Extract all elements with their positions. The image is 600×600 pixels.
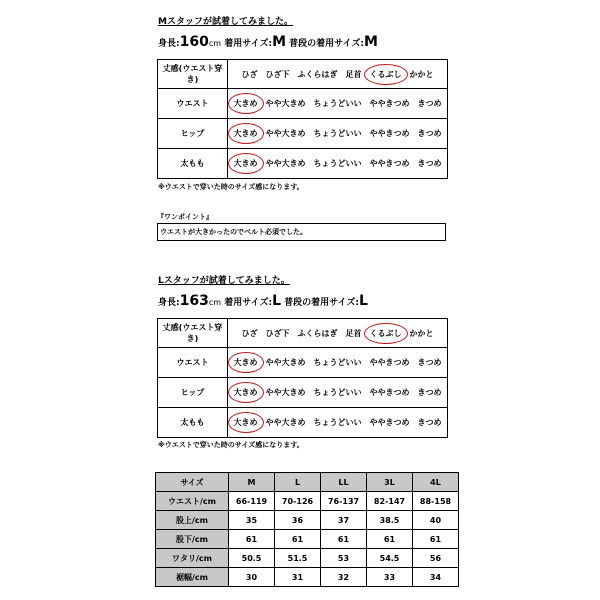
option: きつめ [417,129,442,138]
option: ちょうどいい [313,159,362,168]
size-cell: 35 [229,511,275,530]
size-cell: 31 [275,568,321,587]
size-cell: 54.5 [367,549,413,568]
option: きつめ [417,99,442,108]
fit-options [228,408,448,438]
length-options [228,319,448,348]
option: ややきつめ [369,358,410,367]
selected-option: くるぶし [369,69,402,79]
option: 足首 [345,328,362,338]
option: ちょうどいい [313,99,362,108]
fit-options [228,89,448,119]
option: ちょうどいい [313,388,362,397]
option: ちょうどいい [313,129,362,138]
option: ふくらはぎ [297,328,338,338]
option: ややきつめ [369,418,410,427]
fit-row-label: ヒップ [158,119,228,149]
selected-option: 大きめ [233,418,258,427]
selected-option: 大きめ [233,358,258,367]
height-value: 163 [179,293,209,309]
size-row [156,549,459,568]
one-point-title: 『ワンポイント』 [157,213,213,221]
fit-options [228,348,448,378]
staff-m-heading: Mスタッフが試着してみました。 [158,17,293,27]
length-row-label: 丈感(ウエスト穿き) [158,319,228,348]
size-cell: 61 [321,530,367,549]
selected-option: 大きめ [233,388,258,397]
size-header-cell: L [275,473,321,492]
length-options [228,60,448,89]
height-unit: cm [208,298,222,307]
selected-option: 大きめ [233,129,258,138]
size-cell: 61 [229,530,275,549]
fit-row-label: ウエスト [158,348,228,378]
option: かかと [409,69,434,79]
size-row-label: 股上/cm [156,511,229,530]
selected-option: 大きめ [233,99,258,108]
size-label: 着用サイズ: [224,39,273,49]
option: ひざ [241,328,258,338]
size-cell: 70-126 [275,492,321,511]
staff-l-stats [158,293,368,309]
size-header-cell: M [229,473,275,492]
size-cell: 51.5 [275,549,321,568]
one-point-box: ウエストが大きかったのでベルト必須でした。 [157,223,446,241]
staff-l-note: ※ウエストで穿いた時のサイズ感になります。 [158,441,304,449]
staff-l-heading: Lスタッフが試着してみました。 [158,276,290,286]
size-cell: 32 [321,568,367,587]
fit-options [228,119,448,149]
size-row-label: 股下/cm [156,530,229,549]
size-cell: 36 [275,511,321,530]
size-header-row [156,473,459,492]
option: ひざ [241,69,258,79]
size-cell: 61 [275,530,321,549]
size-cell: 50.5 [229,549,275,568]
length-row [158,60,448,89]
fit-row-thigh [158,408,448,438]
option: やや大きめ [265,388,306,397]
height-unit: cm [208,39,222,48]
size-cell: 82-147 [367,492,413,511]
size-value: M [272,34,287,50]
fit-row-label: ウエスト [158,89,228,119]
option: きつめ [417,388,442,397]
size-label: 着用サイズ: [224,298,273,308]
size-header-cell: LL [321,473,367,492]
fit-options [228,149,448,179]
option: ちょうどいい [313,358,362,367]
length-row [158,319,448,348]
size-cell: 53 [321,549,367,568]
option: ややきつめ [369,99,410,108]
usual-value: M [364,34,378,50]
fit-row-hip [158,378,448,408]
fit-row-label: ヒップ [158,378,228,408]
size-cell: 37 [321,511,367,530]
option: やや大きめ [265,129,306,138]
option: ややきつめ [369,388,410,397]
size-cell: 34 [413,568,459,587]
option: かかと [409,328,434,338]
selected-option: くるぶし [369,328,402,338]
size-header-cell: 3L [367,473,413,492]
usual-value: L [359,293,368,309]
fit-row-label: 太もも [158,149,228,179]
size-cell: 56 [413,549,459,568]
option: きつめ [417,159,442,168]
height-label: 身長: [158,298,180,308]
option: 足首 [345,69,362,79]
fit-row-waist [158,348,448,378]
selected-option: 大きめ [233,159,258,168]
size-value: L [272,293,281,309]
option: ややきつめ [369,159,410,168]
size-cell: 61 [367,530,413,549]
size-row [156,568,459,587]
length-row-label: 丈感(ウエスト穿き) [158,60,228,89]
size-header-cell: 4L [413,473,459,492]
size-row [156,492,459,511]
size-row [156,511,459,530]
option: ふくらはぎ [297,69,338,79]
size-cell: 30 [229,568,275,587]
height-value: 160 [179,34,209,50]
option: ひざ下 [265,69,290,79]
fit-row-thigh [158,149,448,179]
option: やや大きめ [265,358,306,367]
size-header-cell: サイズ [156,473,229,492]
option: やや大きめ [265,159,306,168]
option: ややきつめ [369,129,410,138]
height-label: 身長: [158,39,180,49]
usual-label: 普段の着用サイズ: [284,298,360,308]
staff-m-note: ※ウエストで穿いた時のサイズ感になります。 [158,183,304,191]
size-row-label: ワタリ/cm [156,549,229,568]
size-cell: 38.5 [367,511,413,530]
fit-row-hip [158,119,448,149]
size-cell: 88-158 [413,492,459,511]
fit-options [228,378,448,408]
staff-m-stats [158,34,378,50]
staff-l-fit-table [157,318,448,438]
size-spec-table [155,472,459,587]
staff-m-fit-table [157,59,448,179]
size-row [156,530,459,549]
option: きつめ [417,418,442,427]
size-row-label: ウエスト/cm [156,492,229,511]
size-cell: 66-119 [229,492,275,511]
fit-row-waist [158,89,448,119]
option: ちょうどいい [313,418,362,427]
option: やや大きめ [265,99,306,108]
size-cell: 40 [413,511,459,530]
usual-label: 普段の着用サイズ: [289,39,365,49]
option: やや大きめ [265,418,306,427]
size-row-label: 裾幅/cm [156,568,229,587]
size-cell: 76-137 [321,492,367,511]
option: きつめ [417,358,442,367]
fit-row-label: 太もも [158,408,228,438]
size-cell: 61 [413,530,459,549]
size-cell: 33 [367,568,413,587]
option: ひざ下 [265,328,290,338]
